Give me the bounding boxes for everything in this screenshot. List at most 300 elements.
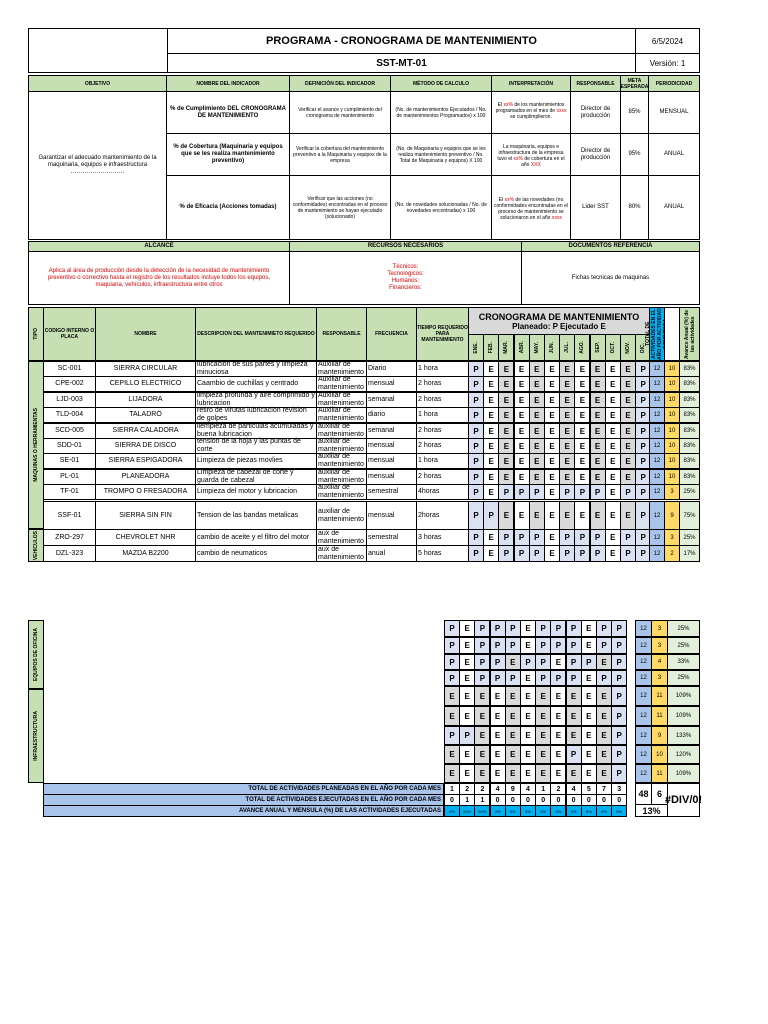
month-status-cell[interactable]: E (559, 453, 575, 469)
month-status-cell[interactable]: E (514, 423, 530, 439)
month-status-cell[interactable]: E (529, 376, 545, 392)
month-status-cell[interactable]: E (535, 706, 551, 726)
month-status-cell[interactable]: E (574, 392, 590, 408)
row-avance: 25% (667, 620, 700, 637)
totals-executed-value: 0 (550, 794, 566, 806)
month-status-cell[interactable]: P (596, 620, 612, 637)
month-status-cell[interactable]: E (574, 361, 590, 377)
month-status-cell[interactable]: E (605, 484, 621, 500)
maintenance-responsible: auxiliar de mantenimiento (316, 501, 367, 530)
month-status-cell[interactable]: E (590, 501, 606, 530)
month-status-cell[interactable]: P (611, 726, 627, 745)
month-status-cell[interactable]: P (468, 501, 484, 530)
month-status-cell[interactable]: P (444, 637, 460, 654)
month-status-cell[interactable]: P (611, 706, 627, 726)
month-status-cell[interactable]: P (468, 376, 484, 392)
month-status-cell[interactable]: E (498, 453, 514, 469)
month-status-cell[interactable]: E (581, 726, 597, 745)
month-status-cell[interactable]: E (559, 423, 575, 439)
month-status-cell[interactable]: P (611, 620, 627, 637)
month-status-cell[interactable]: E (459, 670, 475, 686)
month-status-cell[interactable]: P (468, 453, 484, 469)
asset-name: PLANEADORA (95, 469, 196, 485)
month-status-cell[interactable]: E (474, 706, 490, 726)
month-status-cell[interactable]: E (544, 545, 560, 562)
month-status-cell[interactable]: P (490, 620, 506, 637)
interpretation-part: La maquinaria, equipos e infraestructura de la empresa tuvo el (497, 143, 564, 162)
month-status-cell[interactable]: P (459, 726, 475, 745)
month-status-cell[interactable]: E (520, 686, 536, 706)
month-status-cell[interactable]: E (566, 764, 582, 783)
month-status-cell[interactable]: P (596, 670, 612, 686)
month-status-cell[interactable]: E (490, 745, 506, 764)
month-status-cell[interactable]: P (635, 469, 651, 485)
month-status-cell[interactable]: E (505, 686, 521, 706)
month-status-cell[interactable]: E (514, 453, 530, 469)
month-status-cell[interactable]: E (590, 453, 606, 469)
month-status-cell[interactable]: E (596, 706, 612, 726)
month-status-cell[interactable]: P (505, 620, 521, 637)
month-status-cell[interactable]: E (590, 407, 606, 423)
row-total-executed: 10 (664, 453, 680, 469)
month-status-cell[interactable]: P (498, 484, 514, 500)
month-status-cell[interactable]: E (459, 637, 475, 654)
month-status-cell[interactable]: E (566, 686, 582, 706)
month-status-cell[interactable]: E (581, 670, 597, 686)
month-status-cell[interactable]: E (498, 438, 514, 454)
month-status-cell[interactable]: E (459, 654, 475, 670)
month-status-cell[interactable]: E (483, 545, 499, 562)
month-status-cell[interactable]: E (498, 423, 514, 439)
month-status-cell[interactable]: P (635, 361, 651, 377)
month-status-cell[interactable]: E (581, 706, 597, 726)
month-status-cell[interactable]: P (611, 654, 627, 670)
month-status-cell[interactable]: E (620, 469, 636, 485)
row-total-executed: 10 (651, 745, 668, 764)
sum-planned: 48 (635, 783, 652, 805)
month-status-cell[interactable]: E (529, 453, 545, 469)
month-status-cell[interactable]: E (605, 376, 621, 392)
month-status-cell[interactable]: E (535, 726, 551, 745)
month-status-cell[interactable]: P (444, 654, 460, 670)
month-status-cell[interactable]: E (498, 392, 514, 408)
month-status-cell[interactable]: P (574, 484, 590, 500)
month-status-cell[interactable]: E (520, 620, 536, 637)
month-status-cell[interactable]: E (520, 670, 536, 686)
month-status-cell[interactable]: E (544, 529, 560, 546)
month-status-cell[interactable]: E (459, 745, 475, 764)
month-status-cell[interactable]: E (529, 469, 545, 485)
month-status-cell[interactable]: E (620, 361, 636, 377)
month-status-cell[interactable]: E (474, 745, 490, 764)
month-status-cell[interactable]: P (550, 637, 566, 654)
month-status-cell[interactable]: P (635, 423, 651, 439)
month-status-cell[interactable]: E (520, 745, 536, 764)
month-status-cell[interactable]: P (611, 686, 627, 706)
month-status-cell[interactable]: P (635, 501, 651, 530)
asset-code: SE-01 (43, 453, 96, 469)
month-status-cell[interactable]: E (483, 438, 499, 454)
month-status-cell[interactable]: E (498, 501, 514, 530)
month-status-cell[interactable]: P (468, 469, 484, 485)
totals-planned-value: 5 (581, 783, 597, 795)
maintenance-responsible: aux de mantenimiento (316, 529, 367, 546)
month-status-cell[interactable]: E (559, 392, 575, 408)
month-status-cell[interactable]: E (620, 376, 636, 392)
month-status-cell[interactable]: E (490, 726, 506, 745)
month-status-cell[interactable]: P (581, 654, 597, 670)
totals-planned-value: 2 (459, 783, 475, 795)
month-status-cell[interactable]: E (474, 764, 490, 783)
month-status-cell[interactable]: E (529, 407, 545, 423)
month-status-cell[interactable]: E (581, 745, 597, 764)
month-status-cell[interactable]: P (574, 529, 590, 546)
month-status-cell[interactable]: E (544, 423, 560, 439)
month-status-cell[interactable]: E (620, 423, 636, 439)
month-status-cell[interactable]: E (514, 361, 530, 377)
month-status-cell[interactable]: E (514, 376, 530, 392)
month-status-cell[interactable]: E (574, 501, 590, 530)
month-status-cell[interactable]: E (574, 438, 590, 454)
month-status-cell[interactable]: E (605, 407, 621, 423)
month-status-cell[interactable]: E (535, 745, 551, 764)
month-status-cell[interactable]: E (505, 726, 521, 745)
month-status-cell[interactable]: P (620, 529, 636, 546)
month-status-cell[interactable]: P (566, 670, 582, 686)
month-status-cell[interactable]: E (444, 706, 460, 726)
month-status-cell[interactable]: E (544, 438, 560, 454)
month-status-cell[interactable]: P (514, 484, 530, 500)
month-status-cell[interactable]: E (520, 726, 536, 745)
month-status-cell[interactable]: E (566, 706, 582, 726)
month-status-cell[interactable]: P (468, 438, 484, 454)
month-status-cell[interactable]: E (590, 392, 606, 408)
month-status-cell[interactable]: P (468, 545, 484, 562)
totals-executed-value: 0 (444, 794, 460, 806)
month-status-cell[interactable]: E (483, 453, 499, 469)
month-status-cell[interactable]: E (544, 501, 560, 530)
month-status-cell[interactable]: E (505, 706, 521, 726)
indicator-definition: Verificar que las acciones (no conformidades) encontradas en el proceso de mantenimiento se hayan ejecutado (solucionado) (289, 175, 391, 240)
month-status-cell[interactable]: E (605, 438, 621, 454)
month-status-cell[interactable]: P (635, 407, 651, 423)
month-status-cell[interactable]: E (574, 469, 590, 485)
month-status-cell[interactable]: E (559, 469, 575, 485)
header-responsable: RESPONSABLE (570, 75, 621, 92)
month-status-cell[interactable]: E (620, 392, 636, 408)
month-status-cell[interactable]: P (474, 670, 490, 686)
month-status-cell[interactable]: E (544, 361, 560, 377)
month-header (498, 334, 514, 361)
month-status-cell[interactable]: P (596, 637, 612, 654)
alcance-text: Aplica al área de producción desde la detección de la necesidad de mantenimiento preventivo o correctivo hasta el registro de los resultados incluye todos los equipos, maquiaria, vehículos, infraestructura entre otros (28, 251, 290, 305)
month-status-cell[interactable]: P (635, 376, 651, 392)
month-status-cell[interactable]: P (468, 423, 484, 439)
month-status-cell[interactable]: P (474, 620, 490, 637)
month-status-cell[interactable]: P (490, 637, 506, 654)
row-avance: 83% (679, 407, 700, 423)
month-status-cell[interactable]: E (559, 501, 575, 530)
month-status-cell[interactable]: E (550, 745, 566, 764)
month-status-cell[interactable]: P (635, 453, 651, 469)
month-status-cell[interactable]: P (590, 529, 606, 546)
month-status-cell[interactable]: P (474, 637, 490, 654)
month-status-cell[interactable]: P (520, 654, 536, 670)
month-status-cell[interactable]: E (550, 706, 566, 726)
totals-planned-value: 1 (535, 783, 551, 795)
month-status-cell[interactable]: E (566, 726, 582, 745)
month-status-cell[interactable]: P (635, 545, 651, 562)
month-status-cell[interactable]: E (535, 686, 551, 706)
month-status-cell[interactable]: E (559, 361, 575, 377)
maintenance-time: 3 horas (416, 529, 469, 546)
month-status-cell[interactable]: P (559, 484, 575, 500)
month-status-cell[interactable]: E (529, 423, 545, 439)
month-status-cell[interactable]: E (550, 654, 566, 670)
maintenance-frequency: semanal (366, 392, 417, 408)
month-status-cell[interactable]: P (566, 620, 582, 637)
month-status-cell[interactable]: E (544, 484, 560, 500)
row-total-planned: 12 (649, 407, 665, 423)
month-status-cell[interactable]: E (590, 469, 606, 485)
month-status-cell[interactable]: E (559, 438, 575, 454)
month-status-cell[interactable]: E (514, 438, 530, 454)
month-status-cell[interactable]: E (483, 361, 499, 377)
month-status-cell[interactable]: P (535, 670, 551, 686)
month-status-cell[interactable]: E (581, 764, 597, 783)
month-status-cell[interactable]: E (590, 361, 606, 377)
month-status-cell[interactable]: E (550, 726, 566, 745)
month-status-cell[interactable]: E (514, 392, 530, 408)
month-status-cell[interactable]: P (468, 484, 484, 500)
month-status-cell[interactable]: P (574, 545, 590, 562)
month-status-cell[interactable]: P (529, 484, 545, 500)
month-status-cell[interactable]: E (529, 501, 545, 530)
month-status-cell[interactable]: P (559, 545, 575, 562)
month-status-cell[interactable]: P (529, 545, 545, 562)
month-status-cell[interactable]: E (620, 407, 636, 423)
month-status-cell[interactable]: E (514, 407, 530, 423)
month-status-cell[interactable]: P (444, 670, 460, 686)
month-status-cell[interactable]: E (498, 469, 514, 485)
sum-percent: 13% (635, 804, 668, 817)
interpretation-part: xxxx (551, 214, 562, 221)
month-status-cell[interactable]: E (444, 764, 460, 783)
maintenance-frequency: semestral (366, 529, 417, 546)
month-status-cell[interactable]: P (444, 620, 460, 637)
month-status-cell[interactable]: E (581, 620, 597, 637)
month-status-cell[interactable]: P (566, 745, 582, 764)
month-status-cell[interactable]: E (605, 392, 621, 408)
month-status-cell[interactable]: E (550, 686, 566, 706)
month-status-cell[interactable]: E (574, 423, 590, 439)
month-status-cell[interactable]: P (498, 529, 514, 546)
month-status-cell[interactable]: E (483, 376, 499, 392)
month-status-cell[interactable]: P (590, 484, 606, 500)
month-status-cell[interactable]: P (474, 654, 490, 670)
month-status-cell[interactable]: P (535, 620, 551, 637)
asset-code: SC-001 (43, 361, 96, 377)
month-status-cell[interactable]: P (490, 670, 506, 686)
month-status-cell[interactable]: E (505, 654, 521, 670)
month-status-cell[interactable]: E (559, 376, 575, 392)
indicators-table (28, 75, 700, 240)
month-status-cell[interactable]: P (535, 637, 551, 654)
month-status-cell[interactable]: E (581, 637, 597, 654)
month-status-cell[interactable]: E (590, 376, 606, 392)
month-status-cell[interactable]: E (474, 726, 490, 745)
month-status-cell[interactable]: E (590, 423, 606, 439)
month-status-cell[interactable]: E (544, 392, 560, 408)
maintenance-responsible: auxiliar de mantenimiento (316, 469, 367, 485)
month-status-cell[interactable]: P (468, 529, 484, 546)
month-status-cell[interactable]: P (535, 654, 551, 670)
month-status-cell[interactable]: E (605, 501, 621, 530)
month-status-cell[interactable]: E (514, 469, 530, 485)
month-status-cell[interactable]: P (611, 764, 627, 783)
month-status-cell[interactable]: E (498, 407, 514, 423)
month-status-cell[interactable]: E (605, 361, 621, 377)
totals-planned-value: 2 (474, 783, 490, 795)
month-status-cell[interactable]: P (590, 545, 606, 562)
month-status-cell[interactable]: P (566, 654, 582, 670)
month-status-cell[interactable]: E (605, 453, 621, 469)
month-status-cell[interactable]: E (520, 706, 536, 726)
month-status-cell[interactable]: E (596, 745, 612, 764)
row-avance: 83% (679, 453, 700, 469)
month-status-cell[interactable]: P (468, 361, 484, 377)
month-status-cell[interactable]: P (514, 529, 530, 546)
month-status-cell[interactable]: P (550, 670, 566, 686)
month-status-cell[interactable]: P (635, 438, 651, 454)
row-total-executed: 3 (651, 670, 668, 686)
month-status-cell[interactable]: E (459, 764, 475, 783)
month-status-cell[interactable]: E (483, 423, 499, 439)
month-status-cell[interactable]: E (574, 407, 590, 423)
month-status-cell[interactable]: P (566, 637, 582, 654)
month-status-cell[interactable]: E (444, 745, 460, 764)
month-status-cell[interactable]: P (611, 637, 627, 654)
month-status-cell[interactable]: E (514, 501, 530, 530)
month-status-cell[interactable]: E (490, 706, 506, 726)
month-status-cell[interactable]: E (474, 686, 490, 706)
month-status-cell[interactable]: P (529, 529, 545, 546)
row-avance: 83% (679, 392, 700, 408)
month-status-cell[interactable]: E (529, 361, 545, 377)
month-label: MAY. (533, 341, 540, 354)
month-status-cell[interactable]: E (605, 423, 621, 439)
month-status-cell[interactable]: P (498, 545, 514, 562)
month-status-cell[interactable]: E (574, 376, 590, 392)
month-status-cell[interactable]: P (611, 670, 627, 686)
month-status-cell[interactable]: E (550, 764, 566, 783)
month-status-cell[interactable]: P (620, 484, 636, 500)
asset-code: ZRO-297 (43, 529, 96, 546)
month-status-cell[interactable]: E (498, 361, 514, 377)
month-status-cell[interactable]: E (596, 654, 612, 670)
month-status-cell[interactable]: E (596, 686, 612, 706)
month-status-cell[interactable]: E (620, 501, 636, 530)
month-status-cell[interactable]: E (544, 376, 560, 392)
row-total-planned: 12 (649, 453, 665, 469)
month-status-cell[interactable]: P (550, 620, 566, 637)
month-status-cell[interactable]: E (459, 686, 475, 706)
month-status-cell[interactable]: P (490, 654, 506, 670)
month-status-cell[interactable]: E (529, 392, 545, 408)
month-status-cell[interactable]: E (490, 764, 506, 783)
month-status-cell[interactable]: E (581, 686, 597, 706)
month-status-cell[interactable]: E (498, 376, 514, 392)
month-status-cell[interactable]: E (459, 706, 475, 726)
month-status-cell[interactable]: E (596, 764, 612, 783)
month-status-cell[interactable]: E (459, 620, 475, 637)
month-status-cell[interactable]: E (620, 453, 636, 469)
month-status-cell[interactable]: E (605, 545, 621, 562)
maintenance-time: 2 horas (416, 423, 469, 439)
month-status-cell[interactable]: E (483, 407, 499, 423)
month-status-cell[interactable]: E (520, 764, 536, 783)
month-status-cell[interactable]: P (611, 745, 627, 764)
month-status-cell[interactable]: E (483, 529, 499, 546)
maintenance-time: 2 horas (416, 469, 469, 485)
totals-avance-value: 0% (611, 805, 627, 817)
month-header (544, 334, 560, 361)
month-status-cell[interactable]: E (544, 469, 560, 485)
month-status-cell[interactable]: P (635, 484, 651, 500)
month-status-cell[interactable]: E (483, 469, 499, 485)
month-status-cell[interactable]: E (620, 438, 636, 454)
asset-name: SIERRA CIRCULAR (95, 361, 196, 377)
month-status-cell[interactable]: P (468, 392, 484, 408)
month-status-cell[interactable]: E (520, 637, 536, 654)
month-status-cell[interactable]: P (483, 501, 499, 530)
month-status-cell[interactable]: P (468, 407, 484, 423)
header-periodicidad: PERIODICIDAD (648, 75, 700, 92)
month-status-cell[interactable]: E (574, 453, 590, 469)
month-status-cell[interactable]: E (505, 764, 521, 783)
month-status-cell[interactable]: E (529, 438, 545, 454)
month-status-cell[interactable]: P (505, 637, 521, 654)
month-status-cell[interactable]: P (635, 529, 651, 546)
maintenance-description: Limpieza del motor y lubricacion (195, 484, 317, 500)
month-status-cell[interactable]: E (535, 764, 551, 783)
month-status-cell[interactable]: E (483, 392, 499, 408)
maintenance-frequency: mensual (366, 453, 417, 469)
month-status-cell[interactable]: P (559, 529, 575, 546)
group-infra: INFRAESTRUCTURA (28, 689, 44, 783)
month-status-cell[interactable]: E (444, 686, 460, 706)
month-status-cell[interactable]: P (514, 545, 530, 562)
month-status-cell[interactable]: E (559, 407, 575, 423)
indicator-interpretation (491, 133, 571, 176)
month-status-cell[interactable]: P (620, 545, 636, 562)
month-status-cell[interactable]: E (590, 438, 606, 454)
month-status-cell[interactable]: E (605, 529, 621, 546)
month-status-cell[interactable]: P (444, 726, 460, 745)
month-status-cell[interactable]: E (605, 469, 621, 485)
month-status-cell[interactable]: E (490, 686, 506, 706)
totals-executed-value: 1 (459, 794, 475, 806)
month-status-cell[interactable]: E (505, 745, 521, 764)
maintenance-time: 2horas (416, 501, 469, 530)
month-status-cell[interactable]: E (483, 484, 499, 500)
row-total-planned: 12 (649, 484, 665, 500)
month-status-cell[interactable]: E (544, 407, 560, 423)
month-status-cell[interactable]: P (635, 392, 651, 408)
month-status-cell[interactable]: P (505, 670, 521, 686)
month-status-cell[interactable]: E (544, 453, 560, 469)
month-status-cell[interactable]: E (596, 726, 612, 745)
